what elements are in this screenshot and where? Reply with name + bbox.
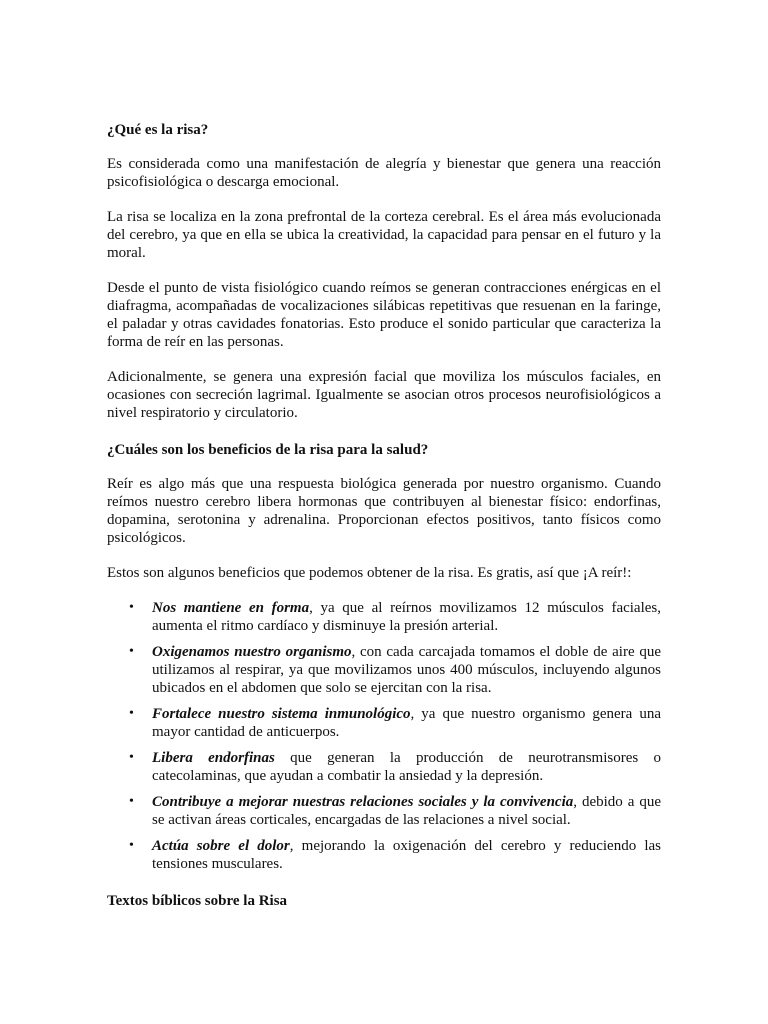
benefit-title: Oxigenamos nuestro organismo xyxy=(152,644,352,660)
benefit-text: , ya que nuestro organismo genera una mayor cantidad de anticuerpos. xyxy=(152,706,661,740)
benefit-title: Contribuye a mejorar nuestras relaciones sociales y la convivencia xyxy=(152,794,574,810)
heading-que-es-la-risa: ¿Qué es la risa? xyxy=(107,122,209,138)
benefit-text: , ya que al reírnos movilizamos 12 músculos faciales, aumenta el ritmo cardíaco y disminuye la presión arterial. xyxy=(152,600,661,634)
benefit-text: que generan la producción de neurotransmisores o catecolaminas, que ayudan a combatir la ansiedad y la depresión. xyxy=(152,750,661,784)
paragraph-hormones: Reír es algo más que una respuesta biológica generada por nuestro organismo. Cuando reímos nuestro cerebro libera hormonas que contribuyen al bienestar físico: endorfinas, dopamina, serotonina y adrenalina. Proporcionan efectos positivos, tanto físicos como psicológicos. xyxy=(107,476,661,546)
benefit-text: , debido a que se activan áreas corticales, encargadas de las relaciones a nivel social. xyxy=(152,794,662,828)
benefit-text: , mejorando la oxigenación del cerebro y reduciendo las tensiones musculares. xyxy=(152,838,661,872)
benefit-title: Actúa sobre el dolor xyxy=(152,838,290,854)
bullet-icon: • xyxy=(129,750,134,765)
list-item xyxy=(107,749,661,785)
paragraph-physiology: Desde el punto de vista fisiológico cuando reímos se generan contracciones enérgicas en el diafragma, acompañadas de vocalizaciones silábicas repetitivas que resuenan en la faringe, el paladar y otras cavidades fonatorias. Esto produce el sonido particular que caracteriza la forma de reír en las personas. xyxy=(107,280,661,350)
bullet-icon: • xyxy=(129,644,134,659)
heading-textos-biblicos: Textos bíblicos sobre la Risa xyxy=(107,893,288,909)
benefit-title: Nos mantiene en forma xyxy=(152,600,310,616)
benefit-title: Fortalece nuestro sistema inmunológico xyxy=(152,706,411,722)
bullet-icon: • xyxy=(129,600,134,615)
list-item xyxy=(107,837,661,873)
list-item xyxy=(107,599,661,635)
benefits-list xyxy=(107,599,661,873)
benefit-title: Libera endorfinas xyxy=(152,750,275,766)
paragraph-location: La risa se localiza en la zona prefrontal de la corteza cerebral. Es el área más evolucionada del cerebro, ya que en ella se ubica la creatividad, la capacidad para pensar en el futuro y la moral. xyxy=(107,209,661,261)
heading-beneficios: ¿Cuáles son los beneficios de la risa para la salud? xyxy=(107,442,429,458)
bullet-icon: • xyxy=(129,794,134,809)
bullet-icon: • xyxy=(129,706,134,721)
paragraph-definition: Es considerada como una manifestación de alegría y bienestar que genera una reacción psicofisiológica o descarga emocional. xyxy=(107,156,661,190)
bullet-icon: • xyxy=(129,838,134,853)
paragraph-intro-benefits: Estos son algunos beneficios que podemos obtener de la risa. Es gratis, así que ¡A reír!: xyxy=(107,565,632,581)
document-page xyxy=(107,121,661,910)
list-item xyxy=(107,643,661,697)
list-item xyxy=(107,705,661,741)
paragraph-facial-expression: Adicionalmente, se genera una expresión facial que moviliza los músculos faciales, en ocasiones con secreción lagrimal. Igualmente se asocian otros procesos neurofisiológicos a nivel respiratorio y circulatorio. xyxy=(107,369,661,421)
list-item xyxy=(107,793,661,829)
benefit-text: , con cada carcajada tomamos el doble de aire que utilizamos al respirar, ya que movilizamos unos 400 músculos, incluyendo algunos ubicados en el abdomen que solo se ejercitan con la risa. xyxy=(152,644,661,696)
